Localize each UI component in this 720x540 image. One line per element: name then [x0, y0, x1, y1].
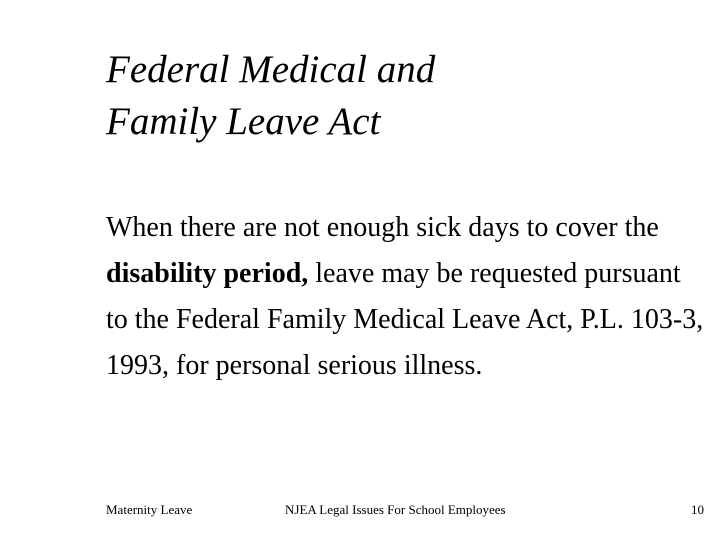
body-text-rest: leave may be requested pursuant to the Federal Family Medical Leave Act, P.L. 103-3, 1993, for personal serious illness. [106, 258, 704, 381]
footer-center-label: NJEA Legal Issues For School Employees [285, 502, 506, 517]
slide-title [106, 44, 686, 148]
slide-title-line-1: Federal Medical and [106, 48, 436, 91]
body-text-emphasis: disability period, [106, 258, 309, 289]
page-number: 10 [691, 502, 704, 517]
slide-title-line-2: Family Leave Act [106, 100, 381, 143]
footer-left-label: Maternity Leave [106, 502, 193, 517]
body-text-lead: When there are not enough sick days to cover the [106, 212, 659, 243]
slide-body-paragraph [106, 205, 706, 389]
